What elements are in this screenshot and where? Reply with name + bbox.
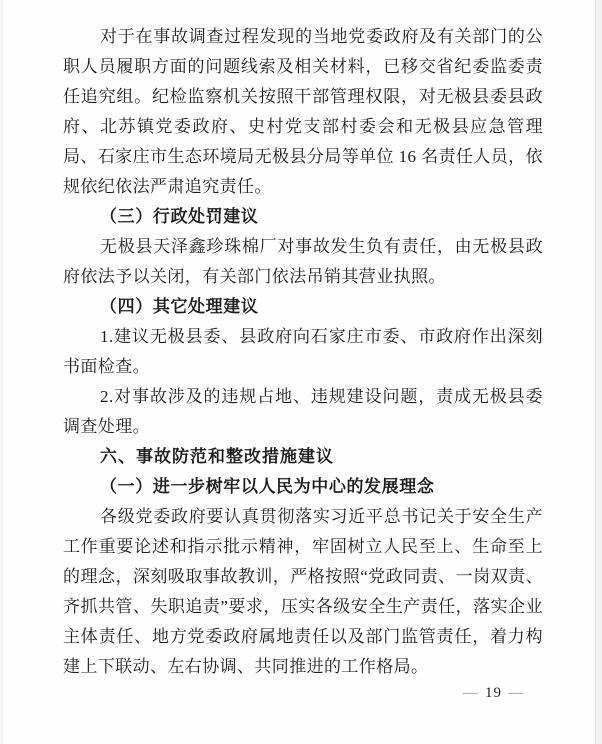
paragraph-illegal-land-use: 2.对事故涉及的违规占地、违规建设问题，责成无极县委调查处理。: [63, 387, 543, 436]
paragraph-factory-closure: 无极县天泽鑫珍珠棉厂对事故发生负有责任，由无极县政府依法予以关闭，有关部门依法吊销其营业执照。: [63, 237, 543, 286]
page-footer: [457, 682, 530, 704]
paragraph-implementation-requirements: 各级党委政府要认真贯彻落实习近平总书记关于安全生产工作重要论述和指示批示精神，牢固树立人民至上、生命至上的理念，深刻吸取事故教训，严格按照“党政同责、一岗双责、齐抓共管、失职追责”要求，压实各级安全生产责任，落实企业主体责任、地方党委政府属地责任以及部门监管责任，着力构建上下联动、左右协调、共同推进的工作格局。: [63, 507, 543, 676]
page-text-block: [63, 22, 543, 682]
footer-dash-left: —: [463, 685, 479, 701]
scan-edge-right: [595, 0, 602, 744]
page-number: 19: [485, 685, 502, 701]
section-heading-prevention-measures: 六、事故防范和整改措施建议: [100, 447, 335, 466]
section-heading-other-handling: （四）其它处理建议: [100, 297, 259, 316]
paragraph-written-review: 1.建议无极县委、县政府向石家庄市委、市政府作出深刻书面检查。: [63, 327, 543, 376]
section-heading-people-centered-development: （一）进一步树牢以人民为中心的发展理念: [100, 477, 435, 496]
section-heading-administrative-penalty: （三）行政处罚建议: [100, 207, 259, 226]
scan-edge-left: [0, 0, 3, 744]
footer-dash-right: —: [508, 685, 524, 701]
paragraph-accountability-referral: 对于在事故调查过程发现的当地党委政府及有关部门的公职人员履职方面的问题线索及相关材料，已移交省纪委监委责任追究组。纪检监察机关按照干部管理权限，对无极县委县政府、北苏镇党委政府、史村党支部村委会和无极县应急管理局、石家庄市生态环境局无极县分局等单位 16 名责任人员，依规依纪依法严肃追究责任。: [63, 27, 543, 196]
